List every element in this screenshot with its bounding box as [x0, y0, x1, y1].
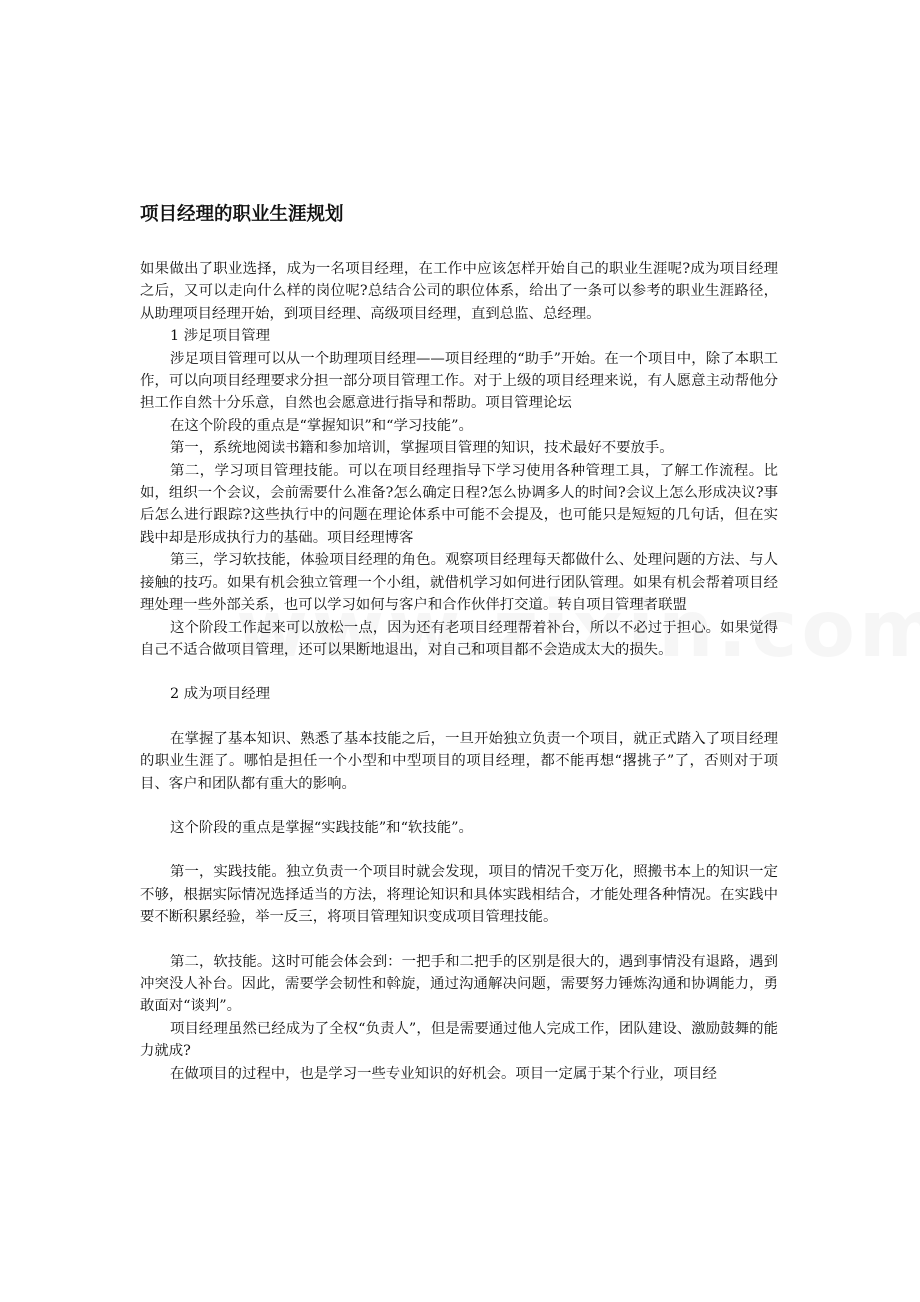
paragraph: 在做项目的过程中，也是学习一些专业知识的好机会。项目一定属于某个行业，项目经 [170, 1065, 717, 1082]
paragraph: 第一，系统地阅读书籍和参加培训，掌握项目管理的知识，技术最好不要放手。 [170, 440, 674, 457]
section-heading-1: 1 涉足项目管理 [170, 328, 271, 345]
document-title: 项目经理的职业生涯规划 [140, 204, 344, 225]
paragraph: 第二，软技能。这时可能会体会到：一把手和二把手的区别是很大的，遇到事情没有退路，遇到冲突没人补台。因此，需要学会韧性和斡旋，通过沟通解决问题，需要努力锤炼沟通和协调能力，勇敢面对“谈判”。 [140, 953, 778, 1015]
paragraph: 这个阶段工作起来可以放松一点，因为还有老项目经理帮着补台，所以不必过于担心。如果觉得自己不适合做项目管理，还可以果断地退出，对自己和项目都不会造成太大的损失。 [140, 619, 778, 658]
paragraph: 在掌握了基本知识、熟悉了基本技能之后，一旦开始独立负责一个项目，就正式踏入了项目经理的职业生涯了。哪怕是担任一个小型和中型项目的项目经理，都不能再想“撂挑子”了，否则对于项目、客户和团队都有重大的影响。 [140, 730, 778, 792]
paragraph: 这个阶段的重点是掌握“实践技能”和“软技能”。 [170, 819, 473, 836]
paragraph: 涉足项目管理可以从一个助理项目经理——项目经理的“助手”开始。在一个项目中，除了本职工作，可以向项目经理要求分担一部分项目管理工作。对于上级的项目经理来说，有人愿意主动帮他分担工作自然十分乐意，自然也会愿意进行指导和帮助。项目管理论坛 [140, 350, 778, 412]
paragraph: 第二，学习项目管理技能。可以在项目经理指导下学习使用各种管理工具，了解工作流程。比如，组织一个会议，会前需要什么准备?怎么确定日程?怎么协调多人的时间?会议上怎么形成决议?事后怎么进行跟踪?这些执行中的问题在理论体系中可能不会提及，也可能只是短短的几句话，但在实践中却是形成执行力的基础。项目经理博客 [140, 462, 778, 546]
paragraph: 在这个阶段的重点是“掌握知识”和“学习技能”。 [170, 417, 473, 434]
section-heading-2: 2 成为项目经理 [170, 686, 271, 703]
paragraph: 第三，学习软技能，体验项目经理的角色。观察项目经理每天都做什么、处理问题的方法、与人接触的技巧。如果有机会独立管理一个小组，就借机学习如何进行团队管理。如果有机会帮着项目经理处理一些外部关系，也可以学习如何与客户和合作伙伴打交道。转自项目管理者联盟 [140, 552, 778, 614]
paragraph-intro: 如果做出了职业选择，成为一名项目经理，在工作中应该怎样开始自己的职业生涯呢?成为项目经理之后，又可以走向什么样的岗位呢?总结合公司的职位体系，给出了一条可以参考的职业生涯路径，从助理项目经理开始，到项目经理、高级项目经理，直到总监、总经理。 [140, 261, 778, 322]
paragraph: 第一，实践技能。独立负责一个项目时就会发现，项目的情况千变万化，照搬书本上的知识一定不够，根据实际情况选择适当的方法，将理论知识和具体实践相结合，才能处理各种情况。在实践中要不断积累经验，举一反三，将项目管理知识变成项目管理技能。 [140, 864, 778, 926]
document-body [140, 258, 778, 1085]
paragraph: 项目经理虽然已经成为了全权“负责人”，但是需要通过他人完成工作，团队建设、激励鼓舞的能力就成? [140, 1020, 778, 1060]
